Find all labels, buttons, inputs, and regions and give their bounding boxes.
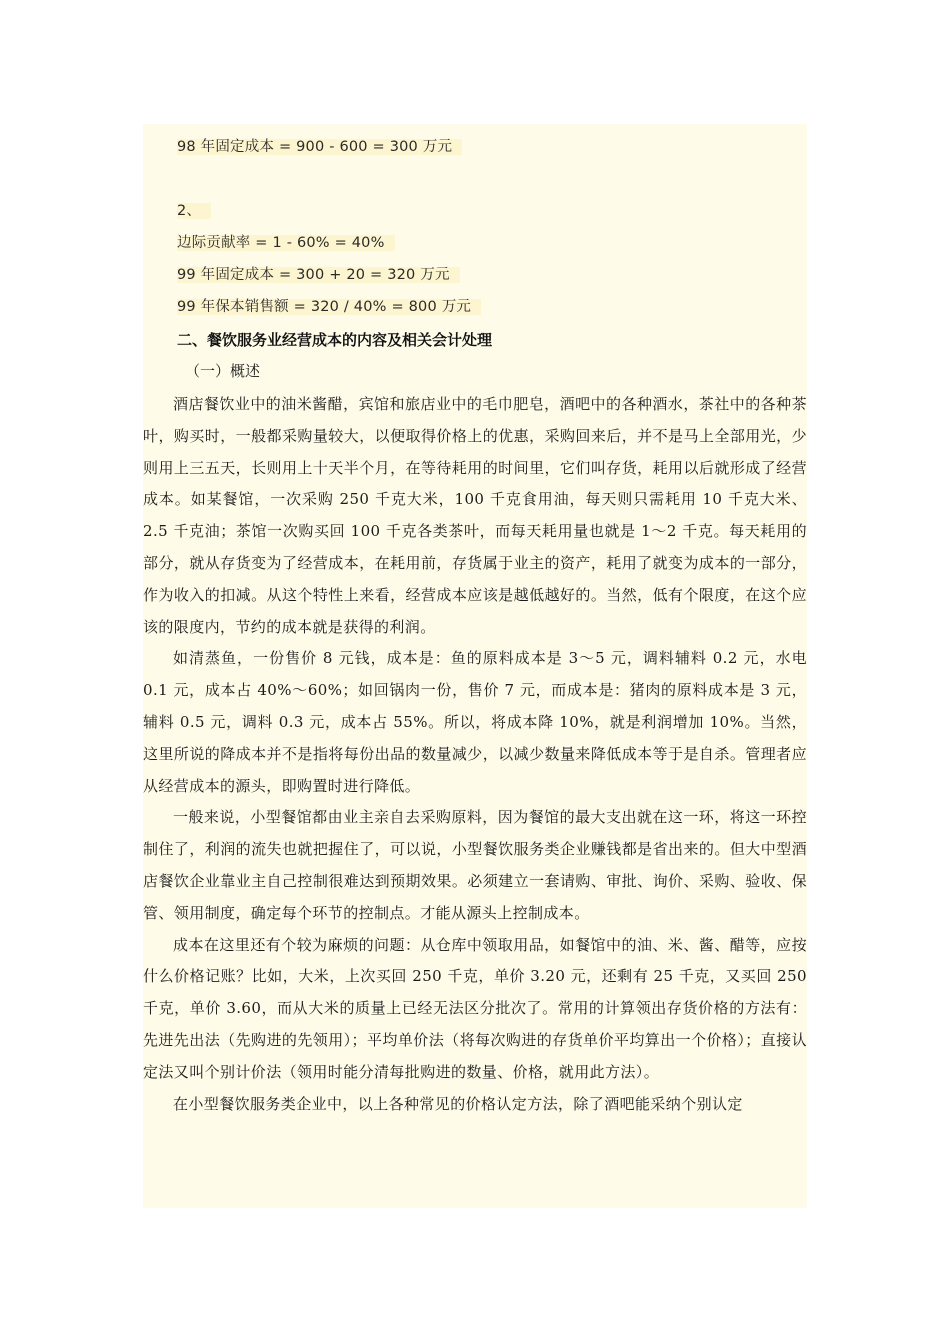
paragraph: 成本在这里还有个较为麻烦的问题：从仓库中领取用品，如餐馆中的油、米、酱、醋等，应按什么价格记账？比如，大米，上次买回 250 千克，单价 3.20 元，还剩有 25 千克，又买回 250 千克，单价 3.60，而从大米的质量上已经无法区分批次了。常用的计算领出存货价格的方法有：先进先出法（先购进的先领用）；平均单价法（将每次购进的存货单价平均算出一个价格）；直接认定法又叫个别计价法（领用时能分清每批购进的数量、价格，就用此方法）。 (143, 935, 807, 1081)
calc-text: 98 年固定成本 = 900 - 600 = 300 万元 (177, 139, 462, 155)
calc-line-item-number (143, 195, 807, 227)
calc-line-breakeven-sales (143, 291, 807, 323)
section-heading: 二、餐饮服务业经营成本的内容及相关会计处理 (177, 331, 493, 349)
calculation-block (143, 131, 807, 323)
calc-line-fixed-cost-98 (143, 131, 807, 163)
sub-heading: （一）概述 (185, 362, 261, 380)
calc-text: 2、 (177, 203, 211, 219)
calc-text: 99 年固定成本 = 300 + 20 = 320 万元 (177, 267, 460, 283)
paragraph: 一般来说，小型餐馆都由业主亲自去采购原料，因为餐馆的最大支出就在这一环，将这一环控制住了，利润的流失也就把握住了，可以说，小型餐饮服务类企业赚钱都是省出来的。但大中型酒店餐饮企业靠业主自己控制很难达到预期效果。必须建立一套请购、审批、询价、采购、验收、保管、领用制度，确定每个环节的控制点。才能从源头上控制成本。 (143, 808, 807, 922)
calc-line-contribution-margin (143, 227, 807, 259)
calc-line-fixed-cost-99 (143, 259, 807, 291)
body-text (143, 389, 807, 1120)
calc-text: 边际贡献率 = 1 - 60% = 40% (177, 235, 395, 251)
paragraph: 如清蒸鱼，一份售价 8 元钱，成本是：鱼的原料成本是 3～5 元，调料辅料 0.2 元，水电 0.1 元，成本占 40%～60%；如回锅肉一份，售价 7 元，而成本是：猪肉的原料成本是 3 元，辅料 0.5 元，调料 0.3 元，成本占 55%。所以，将成本降 10%，就是利润增加 10%。当然，这里所说的降成本并不是指将每份出品的数量减少，以减少数量来降低成本等于是自杀。管理者应从经营成本的源头，即购置时进行降低。 (143, 649, 807, 795)
calc-line-blank (143, 163, 807, 195)
paragraph: 酒店餐饮业中的油米酱醋，宾馆和旅店业中的毛巾肥皂，酒吧中的各种酒水，茶社中的各种茶叶，购买时，一般都采购量较大，以便取得价格上的优惠，采购回来后，并不是马上全部用光，少则用上三五天，长则用上十天半个月，在等待耗用的时间里，它们叫存货，耗用以后就形成了经营成本。如某餐馆，一次采购 250 千克大米，100 千克食用油，每天则只需耗用 10 千克大米、2.5 千克油；茶馆一次购买回 100 千克各类茶叶，而每天耗用量也就是 1～2 千克。每天耗用的部分，就从存货变为了经营成本，在耗用前，存货属于业主的资产，耗用了就变为成本的一部分，作为收入的扣减。从这个特性上来看，经营成本应该是越低越好的。当然，低有个限度，在这个应该的限度内，节约的成本就是获得的利润。 (143, 395, 807, 636)
calc-text: 99 年保本销售额 = 320 / 40% = 800 万元 (177, 299, 481, 315)
paragraph: 在小型餐饮服务类企业中，以上各种常见的价格认定方法，除了酒吧能采纳个别认定 (173, 1094, 743, 1113)
